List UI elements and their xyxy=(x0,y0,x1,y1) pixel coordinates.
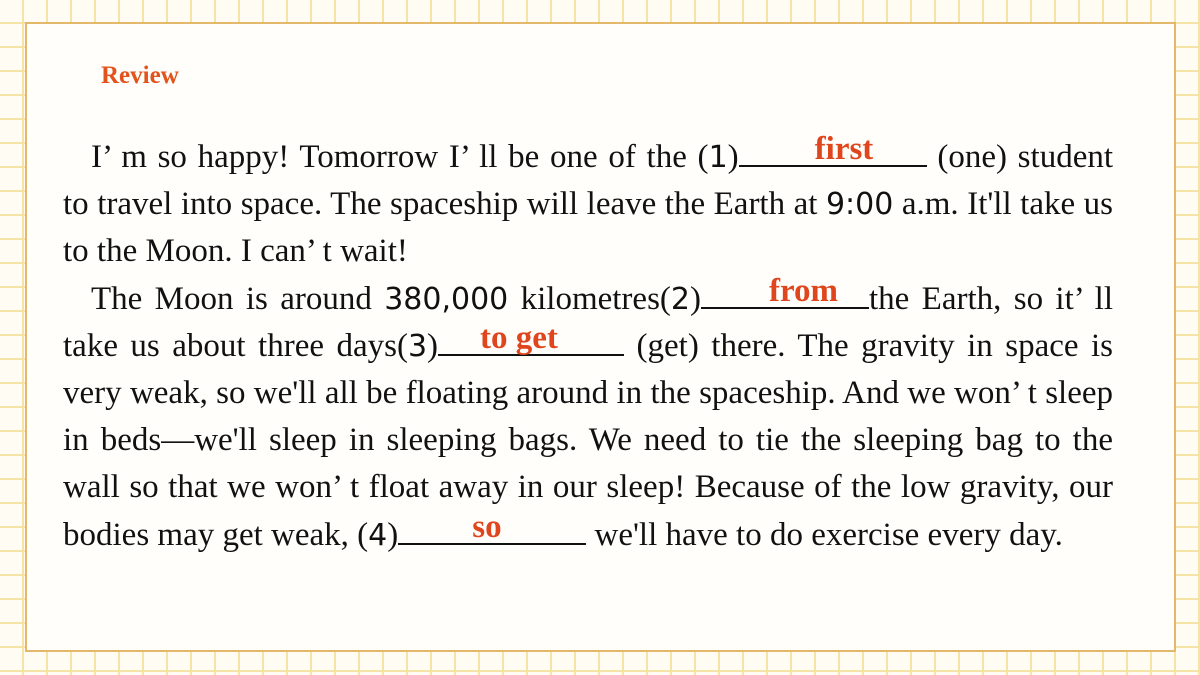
text-run: I’ m so happy! Tomorrow I’ ll be one of the ( xyxy=(91,139,709,175)
answer-blank-2 xyxy=(701,272,869,309)
distance-value: 380,000 xyxy=(384,281,509,317)
answer-4: so xyxy=(472,508,502,545)
answer-blank-4 xyxy=(398,508,586,545)
text-run: ) xyxy=(427,327,439,364)
text-run: we'll have to do exercise every day. xyxy=(586,516,1063,553)
answer-1: first xyxy=(814,131,874,167)
blank-number: 1 xyxy=(708,140,728,175)
time-value: 9:00 xyxy=(825,187,894,223)
answer-blank-3 xyxy=(438,319,624,356)
paragraph-1 xyxy=(63,131,1114,276)
text-run: ) xyxy=(387,516,399,553)
text-run: ) xyxy=(690,280,701,317)
blank-number: 2 xyxy=(670,281,690,317)
answer-2: from xyxy=(769,272,839,309)
text-run: kilometres( xyxy=(508,280,671,317)
text-run: The Moon is around xyxy=(91,280,385,317)
answer-blank-1 xyxy=(739,131,927,167)
blank-number: 4 xyxy=(368,517,388,553)
content-card xyxy=(25,22,1176,652)
blank-number: 3 xyxy=(407,328,428,364)
paragraph-2 xyxy=(63,272,1113,559)
text-run: (one) student to travel into space. The spaceship will leave the Earth at xyxy=(63,139,1114,223)
text-run: a.m. It'll take us to the Moon. I can’ t wait! xyxy=(63,186,1114,270)
text-run: (get) there. The gravity in space is very weak, so we'll all be floating around in the spaceship. And we won’ t sleep in beds—we'll sleep in sleeping bags. We need to tie the sleeping bag to the wall so that we won’ t float away in our sleep! Because of the low gravity, our bodies may get weak, ( xyxy=(63,327,1113,553)
section-heading: Review xyxy=(101,62,179,89)
passage xyxy=(63,131,1114,559)
answer-3: to get xyxy=(480,319,558,356)
text-run: ) xyxy=(727,139,739,175)
text-run: the Earth, so it’ ll take us about three days( xyxy=(63,280,1113,364)
